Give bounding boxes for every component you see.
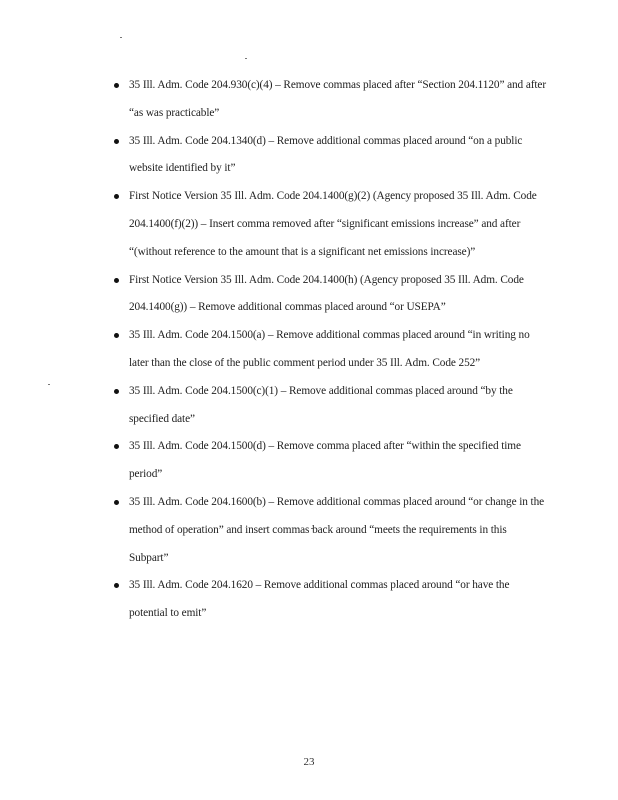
- scan-speck: [120, 37, 122, 38]
- list-item: 35 Ill. Adm. Code 204.1500(c)(1) – Remove additional commas placed around “by the specified date”: [0, 378, 618, 434]
- page-number: 23: [303, 756, 315, 768]
- list-item: 35 Ill. Adm. Code 204.1340(d) – Remove additional commas placed around “on a public website identified by it”: [0, 128, 618, 184]
- scan-speck: [245, 58, 247, 59]
- bullet-list: [0, 72, 618, 628]
- list-item: First Notice Version 35 Ill. Adm. Code 204.1400(h) (Agency proposed 35 Ill. Adm. Code 204.1400(g)) – Remove additional commas placed around “or USEPA”: [0, 267, 618, 323]
- list-item: 35 Ill. Adm. Code 204.1500(a) – Remove additional commas placed around “in writing no later than the close of the public comment period under 35 Ill. Adm. Code 252”: [0, 322, 618, 378]
- list-item: First Notice Version 35 Ill. Adm. Code 204.1400(g)(2) (Agency proposed 35 Ill. Adm. Code 204.1400(f)(2)) – Insert comma removed after “significant emissions increase” and after “(without reference to the amount that is a significant net emissions increase)”: [0, 183, 618, 266]
- list-item: 35 Ill. Adm. Code 204.1620 – Remove additional commas placed around “or have the potential to emit”: [0, 572, 618, 628]
- list-item: 35 Ill. Adm. Code 204.1500(d) – Remove comma placed after “within the specified time period”: [0, 433, 618, 489]
- list-item: 35 Ill. Adm. Code 204.1600(b) – Remove additional commas placed around “or change in the method of operation” and insert commas back around “meets the requirements in this Subpart”: [0, 489, 618, 572]
- list-item: 35 Ill. Adm. Code 204.930(c)(4) – Remove commas placed after “Section 204.1120” and after “as was practicable”: [0, 72, 618, 128]
